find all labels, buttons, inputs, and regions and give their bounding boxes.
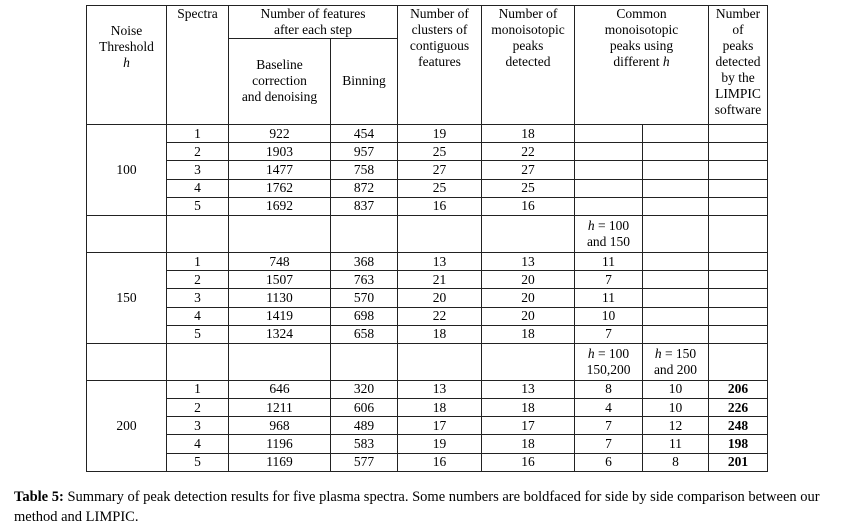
common-peaks-cell [643, 125, 709, 143]
limpic-cell [709, 289, 768, 307]
spectra-cell: 2 [167, 399, 229, 417]
limpic-cell: 226 [709, 399, 768, 417]
clusters-cell: 13 [398, 252, 482, 270]
spectra-cell: 4 [167, 435, 229, 453]
noise-threshold-cell: 100 [87, 125, 167, 216]
empty-cell [482, 215, 575, 252]
common-peaks-cell: 11 [575, 289, 643, 307]
empty-cell [709, 343, 768, 380]
binning-cell: 368 [331, 252, 398, 270]
empty-cell [398, 343, 482, 380]
monoisotopic-cell: 22 [482, 143, 575, 161]
common-peaks-cell: 4 [575, 399, 643, 417]
baseline-cell: 1762 [229, 179, 331, 197]
clusters-cell: 25 [398, 179, 482, 197]
monoisotopic-cell: 20 [482, 289, 575, 307]
common-peaks-cell [575, 197, 643, 215]
spectra-cell: 4 [167, 179, 229, 197]
table-row [87, 399, 768, 417]
binning-cell: 454 [331, 125, 398, 143]
empty-cell [331, 215, 398, 252]
common-peaks-cell [643, 289, 709, 307]
common-peaks-cell [575, 125, 643, 143]
table-row [87, 289, 768, 307]
table-row [87, 435, 768, 453]
common-peaks-cell: 7 [575, 435, 643, 453]
monoisotopic-cell: 20 [482, 271, 575, 289]
common-peaks-cell: 7 [575, 417, 643, 435]
noise-threshold-cell: 150 [87, 252, 167, 343]
monoisotopic-cell: 20 [482, 307, 575, 325]
baseline-cell: 1903 [229, 143, 331, 161]
header-spectra: Spectra [167, 6, 229, 125]
clusters-cell: 16 [398, 453, 482, 471]
limpic-cell [709, 307, 768, 325]
header-noise-threshold: Noise Threshold h [87, 6, 167, 125]
spectra-cell: 3 [167, 161, 229, 179]
baseline-cell: 1324 [229, 325, 331, 343]
empty-cell [398, 215, 482, 252]
monoisotopic-cell: 18 [482, 435, 575, 453]
subheader-row [87, 215, 768, 252]
empty-cell [709, 215, 768, 252]
empty-cell [167, 343, 229, 380]
common-peaks-cell [643, 143, 709, 161]
common-peaks-cell: 8 [575, 380, 643, 398]
clusters-cell: 13 [398, 380, 482, 398]
common-peaks-cell [643, 307, 709, 325]
baseline-cell: 1196 [229, 435, 331, 453]
table-row [87, 307, 768, 325]
baseline-cell: 1692 [229, 197, 331, 215]
limpic-cell: 198 [709, 435, 768, 453]
binning-cell: 583 [331, 435, 398, 453]
common-h-label: h = 100 and 150 [575, 215, 643, 252]
spectra-cell: 5 [167, 453, 229, 471]
common-peaks-cell: 8 [643, 453, 709, 471]
clusters-cell: 19 [398, 435, 482, 453]
common-peaks-cell [643, 252, 709, 270]
clusters-cell: 18 [398, 399, 482, 417]
empty-cell [482, 343, 575, 380]
table-row [87, 252, 768, 270]
header-binning: Binning [331, 39, 398, 125]
common-peaks-cell: 10 [643, 380, 709, 398]
common-h-label: h = 100 150,200 [575, 343, 643, 380]
table-row [87, 271, 768, 289]
header-limpic: Number of peaks detected by the LIMPIC software [709, 6, 768, 125]
spectra-cell: 1 [167, 380, 229, 398]
binning-cell: 763 [331, 271, 398, 289]
limpic-cell [709, 161, 768, 179]
monoisotopic-cell: 25 [482, 179, 575, 197]
table-caption: Table 5: Summary of peak detection results for five plasma spectra. Some numbers are boldfaced for side by side comparison between our method and LIMPIC. [14, 489, 820, 525]
spectra-cell: 3 [167, 417, 229, 435]
baseline-cell: 968 [229, 417, 331, 435]
header-features-group: Number of features after each step [229, 6, 398, 39]
limpic-cell [709, 197, 768, 215]
table-row [87, 179, 768, 197]
table-row [87, 125, 768, 143]
empty-cell [87, 343, 167, 380]
clusters-cell: 27 [398, 161, 482, 179]
table-row [87, 197, 768, 215]
clusters-cell: 21 [398, 271, 482, 289]
table-row [87, 380, 768, 398]
common-peaks-cell: 7 [575, 271, 643, 289]
clusters-cell: 20 [398, 289, 482, 307]
limpic-cell [709, 125, 768, 143]
binning-cell: 606 [331, 399, 398, 417]
clusters-cell: 19 [398, 125, 482, 143]
table-row [87, 417, 768, 435]
binning-cell: 320 [331, 380, 398, 398]
monoisotopic-cell: 16 [482, 453, 575, 471]
baseline-cell: 1211 [229, 399, 331, 417]
monoisotopic-cell: 16 [482, 197, 575, 215]
baseline-cell: 748 [229, 252, 331, 270]
common-peaks-cell: 12 [643, 417, 709, 435]
binning-cell: 577 [331, 453, 398, 471]
binning-cell: 658 [331, 325, 398, 343]
common-peaks-cell [575, 161, 643, 179]
clusters-cell: 16 [398, 197, 482, 215]
binning-cell: 758 [331, 161, 398, 179]
limpic-cell [709, 325, 768, 343]
common-peaks-cell [643, 197, 709, 215]
baseline-cell: 1130 [229, 289, 331, 307]
binning-cell: 698 [331, 307, 398, 325]
limpic-cell: 206 [709, 380, 768, 398]
spectra-cell: 2 [167, 271, 229, 289]
common-h-label: h = 150 and 200 [643, 343, 709, 380]
baseline-cell: 646 [229, 380, 331, 398]
noise-threshold-cell: 200 [87, 380, 167, 471]
empty-cell [229, 343, 331, 380]
empty-cell [87, 215, 167, 252]
spectra-cell: 3 [167, 289, 229, 307]
empty-cell [229, 215, 331, 252]
header-common-peaks: Common monoisotopic peaks using different h [575, 6, 709, 125]
table-row [87, 453, 768, 471]
spectra-cell: 4 [167, 307, 229, 325]
common-peaks-cell: 10 [575, 307, 643, 325]
binning-cell: 957 [331, 143, 398, 161]
limpic-cell [709, 252, 768, 270]
binning-cell: 489 [331, 417, 398, 435]
common-peaks-cell [575, 143, 643, 161]
monoisotopic-cell: 27 [482, 161, 575, 179]
header-clusters: Number of clusters of contiguous features [398, 6, 482, 125]
header-baseline-correction: Baseline correction and denoising [229, 39, 331, 125]
baseline-cell: 1169 [229, 453, 331, 471]
clusters-cell: 17 [398, 417, 482, 435]
monoisotopic-cell: 17 [482, 417, 575, 435]
peak-detection-table [86, 5, 768, 472]
clusters-cell: 18 [398, 325, 482, 343]
spectra-cell: 1 [167, 252, 229, 270]
clusters-cell: 25 [398, 143, 482, 161]
spectra-cell: 5 [167, 197, 229, 215]
monoisotopic-cell: 13 [482, 380, 575, 398]
monoisotopic-cell: 18 [482, 325, 575, 343]
monoisotopic-cell: 13 [482, 252, 575, 270]
baseline-cell: 1419 [229, 307, 331, 325]
subheader-row [87, 343, 768, 380]
common-peaks-cell [643, 161, 709, 179]
spectra-cell: 2 [167, 143, 229, 161]
baseline-cell: 922 [229, 125, 331, 143]
common-peaks-cell: 6 [575, 453, 643, 471]
table-row [87, 143, 768, 161]
table-row [87, 161, 768, 179]
common-peaks-cell [643, 325, 709, 343]
common-h-label [643, 215, 709, 252]
table-row [87, 325, 768, 343]
common-peaks-cell: 11 [575, 252, 643, 270]
limpic-cell [709, 143, 768, 161]
spectra-cell: 5 [167, 325, 229, 343]
binning-cell: 837 [331, 197, 398, 215]
common-peaks-cell: 11 [643, 435, 709, 453]
limpic-cell: 248 [709, 417, 768, 435]
baseline-cell: 1477 [229, 161, 331, 179]
binning-cell: 570 [331, 289, 398, 307]
empty-cell [167, 215, 229, 252]
baseline-cell: 1507 [229, 271, 331, 289]
common-peaks-cell: 7 [575, 325, 643, 343]
common-peaks-cell: 10 [643, 399, 709, 417]
spectra-cell: 1 [167, 125, 229, 143]
empty-cell [331, 343, 398, 380]
common-peaks-cell [575, 179, 643, 197]
binning-cell: 872 [331, 179, 398, 197]
common-peaks-cell [643, 179, 709, 197]
common-peaks-cell [643, 271, 709, 289]
limpic-cell: 201 [709, 453, 768, 471]
monoisotopic-cell: 18 [482, 399, 575, 417]
limpic-cell [709, 179, 768, 197]
limpic-cell [709, 271, 768, 289]
header-monoisotopic: Number of monoisotopic peaks detected [482, 6, 575, 125]
clusters-cell: 22 [398, 307, 482, 325]
monoisotopic-cell: 18 [482, 125, 575, 143]
